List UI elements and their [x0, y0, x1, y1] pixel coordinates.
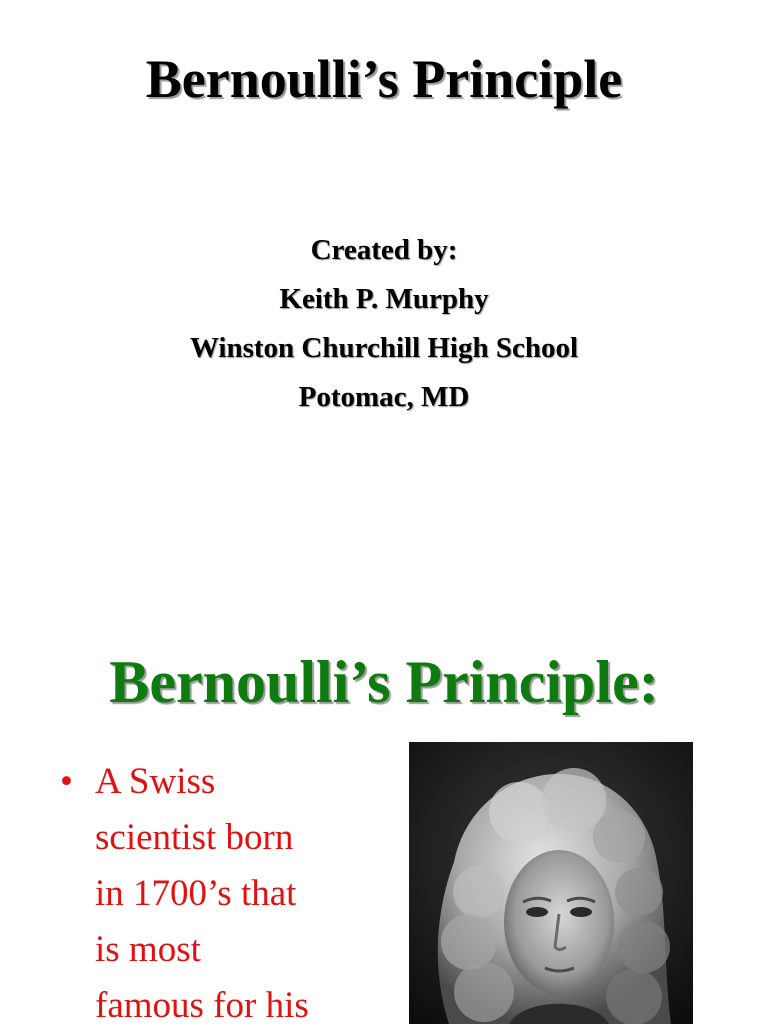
credit-line-created-by: Created by:: [310, 234, 458, 266]
slide-heading: Bernoulli’s Principle:: [109, 649, 659, 715]
bernoulli-portrait-image: [409, 742, 693, 1024]
slide-title: Bernoulli’s Principle: [145, 49, 623, 109]
content-slide: [0, 576, 768, 1024]
bullet-line: famous for his: [95, 985, 309, 1024]
credit-line-location: Potomac, MD: [298, 381, 470, 413]
bullet-line: in 1700’s that: [95, 873, 297, 914]
bullet-line: A Swiss: [95, 761, 216, 802]
credits-block: [0, 226, 768, 422]
bullet-text: [95, 754, 385, 1024]
bullet-icon: •: [60, 761, 73, 802]
bullet-line: is most: [95, 929, 201, 970]
credit-line-school: Winston Churchill High School: [189, 332, 579, 364]
bullet-line: scientist born: [95, 817, 294, 858]
credit-line-author: Keith P. Murphy: [279, 283, 489, 315]
portrait-svg: [409, 742, 693, 1024]
